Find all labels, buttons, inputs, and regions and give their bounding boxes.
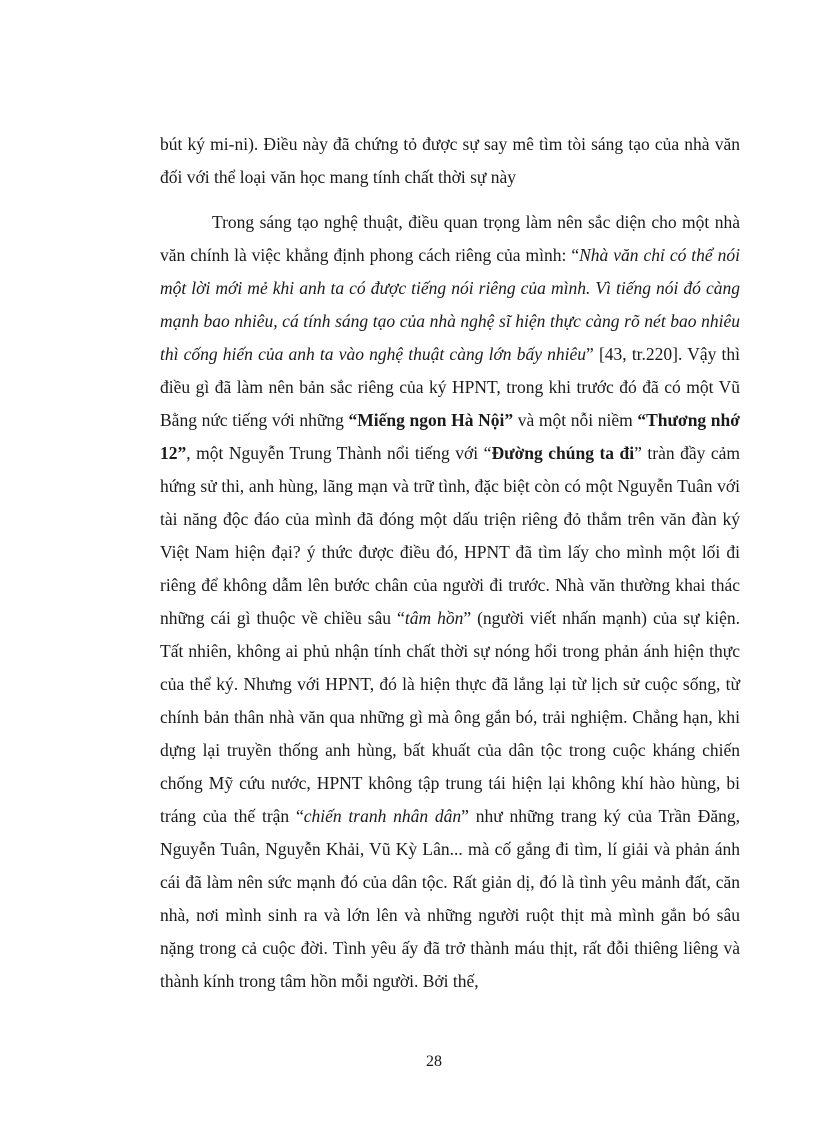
body-text-continued-2: ” (người viết nhấn mạnh) của sự kiện. Tất nhiên, không ai phủ nhận tính chất thời sự nóng hổi trong phản ánh hiện thực của thể ký. Nhưng với HPNT, đó là hiện thực đã lắng lại từ lịch sử cuộc sống, từ chính bản thân nhà văn qua những gì mà ông gắn bó, trải nghiệm. Chẳng hạn, khi dựng lại truyền thống anh hùng, bất khuất của dân tộc trong cuộc kháng chiến chống Mỹ cứu nước, HPNT không tập trung tái hiện lại không khí hào hùng, bi tráng của thế trận “ — [160, 608, 741, 826]
body-text — [160, 128, 740, 998]
work-title-mieng-ngon: “Miếng ngon Hà Nội” — [348, 410, 514, 430]
italic-quote: Nhà văn chỉ có thể nói một lời mới mẻ khi anh ta có được tiếng nói riêng của mình. Vì tiếng nói đó càng mạnh bao nhiêu, cá tính sáng tạo của nhà nghệ sĩ hiện thực càng rõ nét bao nhiêu thì cống hiến của anh ta vào nghệ thuật càng lớn bấy nhiêu — [160, 245, 741, 364]
work-title-thuong-nho: “Thương nhớ 12” — [160, 410, 740, 463]
italic-term-tam-hon: tâm hồn — [404, 608, 464, 628]
paragraph-main — [160, 206, 740, 998]
citation-text: ” [43, tr.220]. Vậy thì điều gì đã làm nên bản sắc riêng của ký HPNT, trong khi trước đó đã có một Vũ Bằng nức tiếng với những — [160, 344, 740, 430]
paragraph-2-intro: Trong sáng tạo nghệ thuật, điều quan trọng làm nên sắc diện cho một nhà văn chính là việc khẳng định phong cách riêng của mình: “ — [160, 212, 740, 265]
connector-text-2: , một Nguyễn Trung Thành nổi tiếng với “ — [186, 443, 492, 463]
paragraph-continuation — [160, 128, 740, 194]
connector-text-1: và một nỗi niềm — [513, 410, 638, 430]
paragraph-1-text: bút ký mi-ni). Điều này đã chứng tỏ được sự say mê tìm tòi sáng tạo của nhà văn đối với thể loại văn học mang tính chất thời sự này — [160, 134, 740, 187]
work-title-duong-chung-ta-di: Đường chúng ta đi — [491, 443, 635, 463]
body-text-continued-3: ” như những trang ký của Trần Đăng, Nguyễn Tuân, Nguyễn Khải, Vũ Kỳ Lân... mà cố gắng đi tìm, lí giải và phản ánh cái đã làm nên sức mạnh đó của dân tộc. Rất giản dị, đó là tình yêu mảnh đất, căn nhà, nơi mình sinh ra và lớn lên và những người ruột thịt mà mình gắn bó sâu nặng trong cả cuộc đời. Tình yêu ấy đã trở thành máu thịt, rất đỗi thiêng liêng và thành kính trong tâm hồn mỗi người. Bởi thế, — [160, 806, 740, 991]
page-number: 28 — [426, 1053, 442, 1070]
italic-term-chien-tranh: chiến tranh nhân dân — [303, 806, 462, 826]
body-text-continued-1: ” tràn đầy cảm hứng sử thi, anh hùng, lãng mạn và trữ tình, đặc biệt còn có một Nguyễn Tuân với tài năng độc đáo của mình đã đóng một dấu triện riêng đỏ thắm trên văn đàn ký Việt Nam hiện đại? ý thức được điều đó, HPNT đã tìm lấy cho mình một lối đi riêng để không dẫm lên bước chân của người đi trước. Nhà văn thường khai thác những cái gì thuộc về chiều sâu “ — [160, 443, 741, 628]
